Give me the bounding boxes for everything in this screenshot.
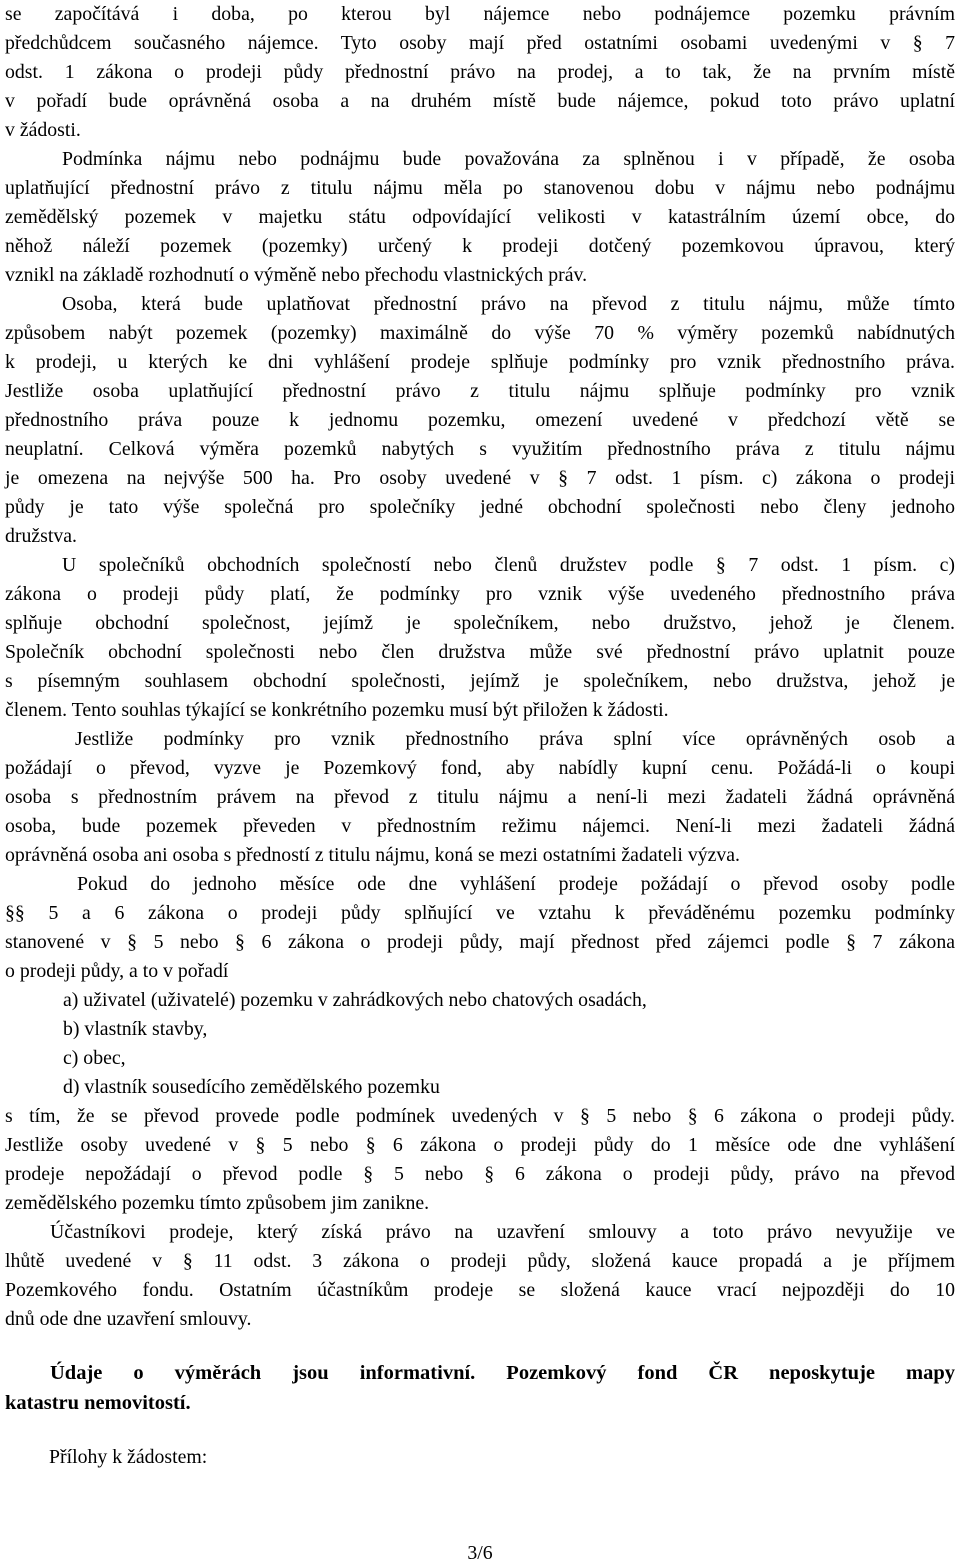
text-line: požádají o převod, vyzve je Pozemkový fond, aby nabídly kupní cenu. Požádá-li o koupi	[5, 757, 955, 779]
paragraph-preemption-limit	[5, 290, 955, 551]
text-line: s tím, že se převod provede podle podmínek uvedených v § 5 nebo § 6 zákona o prodeji půdy.	[5, 1105, 955, 1127]
text-line: Pokud do jednoho měsíce ode dne vyhlášení prodeje požádají o převod osoby podle	[77, 873, 955, 895]
notice-line: Údaje o výměrách jsou informativní. Pozemkový fond ČR neposkytuje mapy	[50, 1362, 955, 1384]
text-line: se započítává i doba, po kterou byl nájemce nebo podnájemce pozemku právním	[5, 3, 955, 25]
list-item: a) uživatel (uživatelé) pozemku v zahrádkových nebo chatových osadách,	[63, 989, 647, 1011]
text-line: s písemným souhlasem obchodní společnosti, jejímž je společníkem, nebo družstva, jehož je	[5, 670, 955, 692]
text-line: předchůdcem současného nájemce. Tyto osoby mají před ostatními osobami uvedenými v § 7	[5, 32, 955, 54]
text-line: zákona o prodeji půdy platí, že podmínky pro vznik výše uvedeného přednostního práva	[5, 583, 955, 605]
text-line: odst. 1 zákona o prodeji půdy přednostní právo na prodej, a to tak, že na prvním místě	[5, 61, 955, 83]
text-line: zemědělského pozemku tímto způsobem jim zanikne.	[5, 1192, 430, 1214]
paragraph-multiple-claimants	[5, 725, 955, 870]
paragraph-deposit	[5, 1218, 955, 1334]
text-line: Podmínka nájmu nebo podnájmu bude považována za splněnou i v případě, že osoba	[62, 148, 955, 170]
text-line: zemědělský pozemek v majetku státu odpovídající velikosti v katastrálním území obce, do	[5, 206, 955, 228]
spacer	[5, 1334, 955, 1358]
text-line: k prodeji, u kterých ke dni vyhlášení prodeje splňuje podmínky pro vznik přednostního práva.	[5, 351, 955, 373]
list-item: d) vlastník sousedícího zemědělského pozemku	[63, 1076, 440, 1098]
notice-line: katastru nemovitostí.	[5, 1392, 191, 1414]
page-number: 3/6	[467, 1542, 493, 1564]
text-line: splňuje obchodní společnost, jejímž je společníkem, nebo družstvo, jehož je členem.	[5, 612, 955, 634]
text-line: je omezena na nejvýše 500 ha. Pro osoby uvedené v § 7 odst. 1 písm. c) zákona o prodeji	[5, 467, 955, 489]
text-line: neuplatní. Celková výměra pozemků nabytých s využitím přednostního práva z titulu nájmu	[5, 438, 955, 460]
attachments-heading: Přílohy k žádostem:	[49, 1446, 208, 1468]
text-line: přednostního práva pouze k jednomu pozemku, omezení uvedené v předchozí větě se	[5, 409, 955, 431]
text-line: v žádosti.	[5, 119, 81, 141]
text-line: dnů ode dne uzavření smlouvy.	[5, 1308, 252, 1330]
text-line: oprávněná osoba ani osoba s předností z titulu nájmu, koná se mezi ostatními žadateli výzva.	[5, 844, 741, 866]
text-line: Osoba, která bude uplatňovat přednostní právo na převod z titulu nájmu, může tímto	[62, 293, 955, 315]
text-line: v pořadí bude oprávněná osoba a na druhém místě bude nájemce, pokud toto právo uplatní	[5, 90, 955, 112]
paragraph-companies	[5, 551, 955, 725]
list-item: c) obec,	[63, 1047, 126, 1069]
notice-block	[5, 1358, 955, 1418]
text-line: Pozemkového fondu. Ostatním účastníkům prodeje se složená kauce vrací nejpozději do 10	[5, 1279, 955, 1301]
text-line: vznikl na základě rozhodnutí o výměně nebo přechodu vlastnických práv.	[5, 264, 588, 286]
paragraph-lease-condition	[5, 145, 955, 290]
text-line: uplatňující přednostní právo z titulu nájmu měla po stanovenou dobu v nájmu nebo podnájmu	[5, 177, 955, 199]
text-line: něhož náleží pozemek (pozemky) určený k prodeji dotčený pozemkovou úpravou, který	[5, 235, 955, 257]
text-line: Jestliže podmínky pro vznik přednostního práva splní více oprávněných osob a	[75, 728, 955, 750]
text-line: Účastníkovi prodeje, který získá právo na uzavření smlouvy a toto právo nevyužije ve	[50, 1221, 955, 1243]
text-line: půdy je tato výše společná pro společníky jedné obchodní společnosti nebo členy jednoho	[5, 496, 955, 518]
text-line: osoba s přednostním právem na převod z titulu nájmu a není-li mezi žadateli žádná oprávněná	[5, 786, 955, 808]
document-page	[5, 0, 955, 1418]
text-line: lhůtě uvedené v § 11 odst. 3 zákona o prodeji půdy, složená kauce propadá a je příjmem	[5, 1250, 955, 1272]
text-line: družstva.	[5, 525, 77, 547]
text-line: způsobem nabýt pozemek (pozemky) maximálně do výše 70 % výměry pozemků nabídnutých	[5, 322, 955, 344]
text-line: Společník obchodní společnosti nebo člen družstva může své přednostní právo uplatnit pouze	[5, 641, 955, 663]
paragraph-continuation	[5, 0, 955, 145]
text-line: U společníků obchodních společností nebo členů družstev podle § 7 odst. 1 písm. c)	[62, 554, 955, 576]
text-line: osoba, bude pozemek převeden v přednostním režimu nájemci. Není-li mezi žadateli žádná	[5, 815, 955, 837]
text-line: stanovené v § 5 nebo § 6 zákona o prodeji půdy, mají přednost před zájemci podle § 7 zákona	[5, 931, 955, 953]
text-line: prodeje nepožádají o převod podle § 5 nebo § 6 zákona o prodeji půdy, právo na převod	[5, 1163, 955, 1185]
text-line: Jestliže osoby uvedené v § 5 nebo § 6 zákona o prodeji půdy do 1 měsíce ode dne vyhlášení	[5, 1134, 955, 1156]
paragraph-priority-order	[5, 870, 955, 1218]
text-line: Jestliže osoba uplatňující přednostní právo z titulu nájmu splňuje podmínky pro vznik	[5, 380, 955, 402]
list-item: b) vlastník stavby,	[63, 1018, 208, 1040]
text-line: členem. Tento souhlas týkající se konkrétního pozemku musí být přiložen k žádosti.	[5, 699, 669, 721]
text-line: o prodeji půdy, a to v pořadí	[5, 960, 229, 982]
text-line: §§ 5 a 6 zákona o prodeji půdy splňující ve vztahu k převáděnému pozemku podmínky	[5, 902, 955, 924]
